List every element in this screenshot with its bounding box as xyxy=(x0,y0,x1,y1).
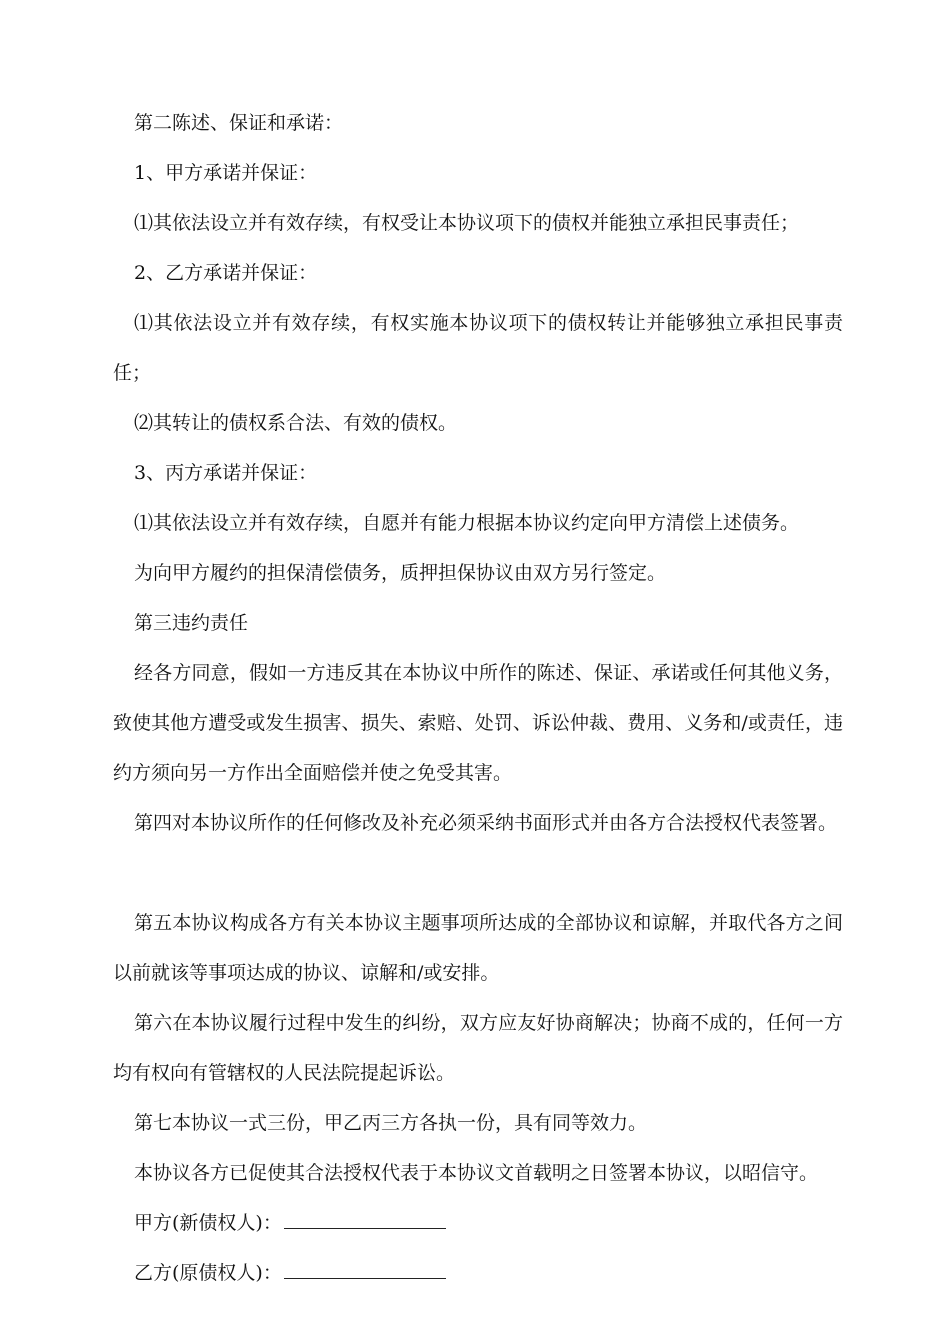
paragraph-party-c-item-1: ⑴其依法设立并有效存续，自愿并有能力根据本协议约定向甲方清偿上述债务。 xyxy=(134,512,800,534)
document-body xyxy=(113,98,843,1298)
paragraph-pledge-note: 为向甲方履约的担保清偿债务，质押担保协议由双方另行签定。 xyxy=(134,562,667,584)
signature-line-party-b[interactable] xyxy=(284,1256,446,1279)
signature-line-party-a[interactable] xyxy=(284,1206,446,1229)
signature-row-party-b xyxy=(113,1248,843,1298)
paragraph-breach-liability: 经各方同意，假如一方违反其在本协议中所作的陈述、保证、承诺或任何其他义务，致使其他方遭受或发生损害、损失、索赔、处罚、诉讼仲裁、费用、义务和/或责任，违约方须向另一方作出全面赔偿并使之免受其害。 xyxy=(113,662,843,784)
paragraph-party-b-heading: 2、乙方承诺并保证： xyxy=(134,262,318,284)
paragraph-party-a-item-1: ⑴其依法设立并有效存续，有权受让本协议项下的债权并能独立承担民事责任； xyxy=(134,212,800,234)
paragraph-party-b-item-1: ⑴其依法设立并有效存续，有权实施本协议项下的债权转让并能够独立承担民事责任； xyxy=(113,312,843,384)
signature-label-party-a: 甲方(新债权人)： xyxy=(134,1212,282,1234)
paragraph-signing-statement: 本协议各方已促使其合法授权代表于本协议文首载明之日签署本协议，以昭信守。 xyxy=(134,1162,819,1184)
paragraph-section-4: 第四对本协议所作的任何修改及补充必须采纳书面形式并由各方合法授权代表签署。 xyxy=(134,812,838,834)
paragraph-section-5: 第五本协议构成各方有关本协议主题事项所达成的全部协议和谅解，并取代各方之间以前就该等事项达成的协议、谅解和/或安排。 xyxy=(113,912,843,984)
paragraph-party-b-item-2: ⑵其转让的债权系合法、有效的债权。 xyxy=(134,412,458,434)
paragraph-gap xyxy=(113,848,843,898)
signature-label-party-b: 乙方(原债权人)： xyxy=(134,1262,282,1284)
paragraph-party-c-heading: 3、丙方承诺并保证： xyxy=(134,462,318,484)
paragraph-section-7: 第七本协议一式三份，甲乙丙三方各执一份，具有同等效力。 xyxy=(134,1112,648,1134)
paragraph-section-2-heading: 第二陈述、保证和承诺： xyxy=(134,112,344,134)
paragraph-section-6: 第六在本协议履行过程中发生的纠纷，双方应友好协商解决；协商不成的，任何一方均有权向有管辖权的人民法院提起诉讼。 xyxy=(113,1012,843,1084)
paragraph-section-3-heading: 第三违约责任 xyxy=(134,612,249,634)
signature-row-party-a xyxy=(113,1198,843,1248)
paragraph-party-a-heading: 1、甲方承诺并保证： xyxy=(134,162,318,184)
